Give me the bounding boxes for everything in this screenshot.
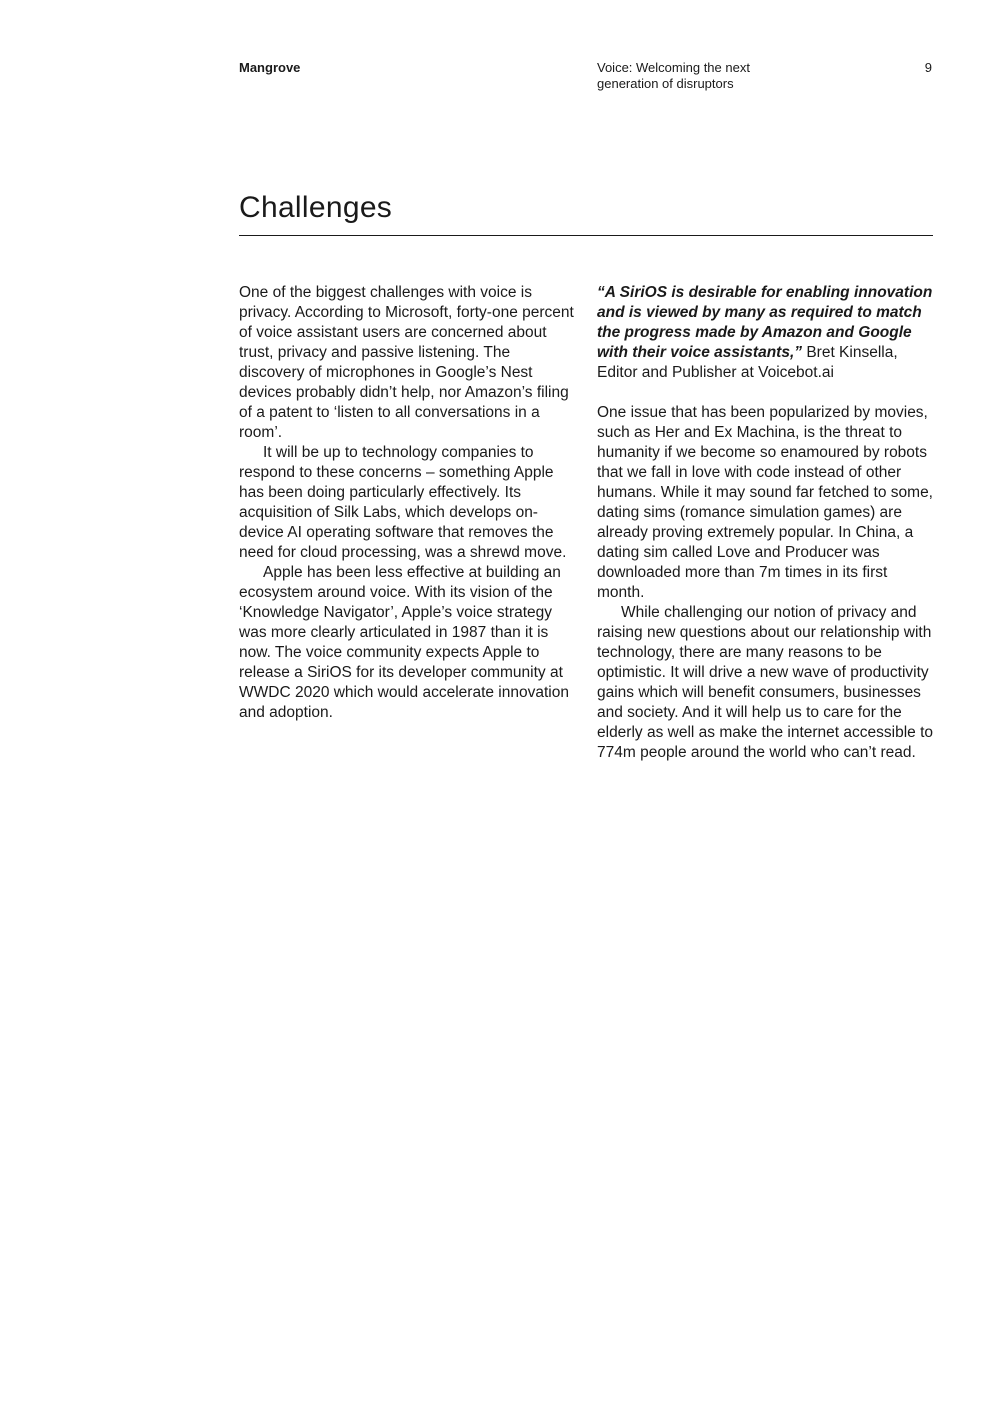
quote-attribution: Bret Kinsella, Editor and Publisher at Voicebot.ai: [597, 344, 898, 381]
pull-quote: [597, 283, 937, 383]
left-column: [239, 283, 579, 723]
header-title-line-1: Voice: Welcoming the next: [597, 60, 750, 75]
right-paragraph-1: One issue that has been popularized by movies, such as Her and Ex Machina, is the threat to humanity if we become so enamoured by robots that we fall in love with code instead of other humans. While it may sound far fetched to some, dating sims (romance simulation games) are already proving extremely popular. In China, a dating sim called Love and Producer was downloaded more than 7m times in its first month.: [597, 404, 933, 601]
section-title: Challenges: [239, 191, 393, 224]
left-paragraph-3: Apple has been less effective at building an ecosystem around voice. With its vision of the ‘Knowledge Navigator’, Apple’s voice strategy was more clearly articulated in 1987 than it is now. The voice community expects Apple to release a SiriOS for its developer community at WWDC 2020 which would accelerate innovation and adoption.: [239, 564, 569, 721]
left-paragraph-2: It will be up to technology companies to respond to these concerns – something Apple has been doing particularly effectively. Its acquisition of Silk Labs, which develops on-device AI operating software that removes the need for cloud processing, was a shrewd move.: [239, 444, 567, 561]
right-column: [597, 283, 937, 763]
quote-text: “A SiriOS is desirable for enabling innovation and is viewed by many as required to match the progress made by Amazon and Google with their voice assistants,”: [597, 284, 933, 361]
header-title-line-2: generation of disruptors: [597, 76, 734, 91]
left-paragraph-1: One of the biggest challenges with voice is privacy. According to Microsoft, forty-one percent of voice assistant users are concerned about trust, privacy and passive listening. The discovery of microphones in Google’s Nest devices probably didn’t help, nor Amazon’s filing of a patent to ‘listen to all conversations in a room’.: [239, 284, 574, 441]
section-divider: [239, 235, 933, 236]
header-document-title: [597, 60, 797, 92]
header-brand: Mangrove: [239, 60, 301, 75]
page-number: 9: [924, 60, 932, 75]
right-paragraph-2: While challenging our notion of privacy and raising new questions about our relationship with technology, there are many reasons to be optimistic. It will drive a new wave of productivity gains which will benefit consumers, businesses and society. And it will help us to care for the elderly as well as make the internet accessible to 774m people around the world who can’t read.: [597, 604, 933, 761]
